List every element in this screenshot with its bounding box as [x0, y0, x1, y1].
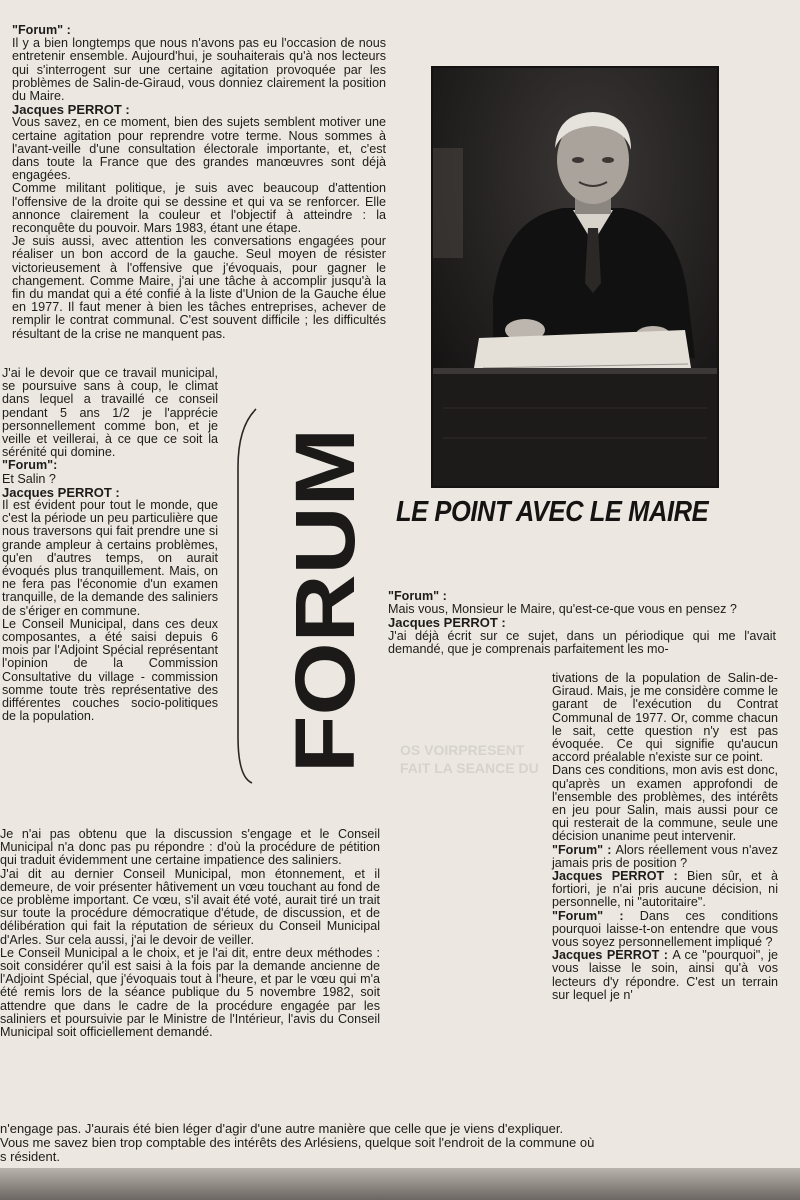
interviewer-label: "Forum": — [2, 458, 58, 473]
speaker-name: Jacques PERROT : — [2, 484, 120, 500]
article-right-column-bottom — [552, 672, 778, 1002]
interviewer-label: "Forum" : — [12, 23, 71, 37]
paragraph: Dans ces conditions, mon avis est donc, qu'après un examen approfondi de l'ensemble des problèmes, des intérêts en jeu pour Salin, mais aussi pour ce qui resterait de la commune, seule une décision unanime peut intervenir. — [552, 763, 778, 844]
dialogue-speaker: Jacques PERROT : — [552, 948, 673, 963]
interviewer-label: "Forum" : — [388, 589, 447, 603]
dialogue-speaker: "Forum" : — [552, 842, 616, 857]
dialogue-text: Bien sûr, et à fortiori, je n'ai pris aucune décision, ni personnelle, ni "autoritaire". — [552, 869, 778, 910]
speaker-name: Jacques PERROT : — [12, 102, 130, 118]
dialogue-speaker: "Forum" : — [552, 908, 640, 923]
dialogue-exchange — [552, 844, 778, 870]
paragraph: Je suis aussi, avec attention les conversations engagées pour réaliser un bon accord de la gauche. Seul moyen de résister victorieusement à l'offensive que j'évoquais, pour gagner le changement. Comme Maire, j'ai une tâche à accomplir jusqu'à la fin du mandat qui a été confié à la liste d'Union de la Gauche élue en 1977. Il faut mener à bien les tâches entreprises, achever de remplir le contrat communal. C'est souvent difficile ; les difficultés résultant de la crise ne manquent pas. — [12, 234, 386, 341]
article-left-column-middle — [2, 367, 218, 723]
paragraph: Vous savez, en ce moment, bien des sujets semblent motiver une certaine agitation pour reprendre votre terme. Nous sommes à l'avant-veille d'une consultation électorale importante, et, c'est dans toute la France que des grandes manœuvres sont déjà engagées. — [12, 115, 386, 183]
forum-section-title — [278, 420, 372, 775]
dialogue-text: Dans ces conditions pourquoi laisse-t-on entendre que vous vous soyez personnellement impliqué ? — [552, 908, 778, 950]
paragraph: Le Conseil Municipal a le choix, et je l'ai dit, entre deux méthodes : soit considérer qu'il est saisi à la fois par la demande ancienne de l'Adjoint Spécial, que j'évoquais tout à l'heure, et par le vœu qui m'a été remis lors de la séance publique du 5 novembre 1982, soit attendre que dans le cadre de la procédure engagée par les saliniers et poursuivie par le Ministre de l'Intérieur, l'avis du Conseil Municipal soit officiellement demandé. — [0, 945, 380, 1040]
svg-text:FORUM: FORUM — [278, 465, 372, 773]
dialogue-exchange — [552, 949, 778, 1002]
paragraph: Comme militant politique, je suis avec beaucoup d'attention l'offensive de la droite qui se dessine et qui va se renforcer. Elle annonce clairement la couleur et l'objectif à atteindre : la reconquête du pouvoir. Mars 1983, étant une étape. — [12, 181, 386, 236]
paragraph: Je n'ai pas obtenu que la discussion s'engage et le Conseil Municipal n'a donc pas pu répondre : d'où la procédure de pétition qui traduit évidemment une certaine impatience des saliniers. — [0, 827, 380, 868]
dialogue-exchange — [552, 870, 778, 910]
paragraph: Il est évident pour tout le monde, que c'est la période un peu particulière que nous traversons qui fait prendre une si grande ampleur à certains problèmes, qu'en d'autres temps, on aurait évoqués plus tranquillement. Mais, on ne fera pas l'économie d'un examen tranquille, de la demande des saliniers de s'ériger en commune. — [2, 498, 218, 618]
mayor-portrait-photo — [431, 66, 719, 488]
paragraph: J'ai déjà écrit sur ce sujet, dans un périodique qui me l'avait demandé, que je comprenais parfaitement les mo- — [388, 628, 776, 656]
article-closing-lines — [0, 1122, 790, 1164]
closing-line: Vous me savez bien trop comptable des intérêts des Arlésiens, quelque soit l'endroit de la commune où — [0, 1135, 595, 1150]
article-left-column-top — [12, 24, 386, 341]
dialogue-speaker: Jacques PERROT : — [552, 869, 688, 884]
paragraph: Le Conseil Municipal, dans ces deux composantes, a été saisi depuis 6 mois par l'Adjoint Spécial représentant l'opinion de la Commission Consultative du village - commission somme toute très représentative des différentes couches socio-politiques de la population. — [2, 616, 218, 724]
column-divider-curve — [232, 407, 258, 785]
closing-line: s résident. — [0, 1149, 60, 1164]
speaker-name: Jacques PERROT : — [388, 615, 506, 631]
paragraph: tivations de la population de Salin-de-Giraud. Mais, je me considère comme le garant de l'exécution du Contrat Communal de 1977. Or, comme chacun le sait, cette question n'y est pas évoquée. Ce qui signifie qu'aucun accord préalable n'existe sur ce point. — [552, 671, 778, 765]
article-headline: LE POINT AVEC LE MAIRE — [396, 496, 709, 528]
show-through-text-2: FAIT LA SEANCE DU — [400, 760, 539, 776]
article-left-column-bottom — [0, 828, 380, 1039]
paragraph: Il y a bien longtemps que nous n'avons pas eu l'occasion de nous entretenir ensemble. Aujourd'hui, je souhaiterais qu'à nos lecteurs qui s'interrogent sur une certaine agitation provoquée par les problèmes de Salin-de-Giraud, vous donniez clairement la position du Maire. — [12, 36, 386, 104]
closing-line: n'engage pas. J'aurais été bien léger d'agir d'une autre manière que celle que je viens d'expliquer. — [0, 1121, 564, 1136]
paragraph: Et Salin ? — [2, 471, 56, 486]
paragraph: J'ai le devoir que ce travail municipal, se poursuive sans à coup, le climat dans lequel a travaillé ce conseil pendant 5 ans 1/2 je l'apprécie personnellement comme bon, et je veille et veillerai, à ce que ce soit la sérénité qui domine. — [2, 366, 218, 460]
dialogue-text: Alors réellement vous n'avez jamais pris de position ? — [552, 842, 778, 870]
dialogue-exchange — [552, 910, 778, 950]
dialogue-text: A ce "pourquoi", je vous laisse le soin, ainsi qu'à vos lecteurs d'y répondre. C'est un terrain sur lequel je n' — [552, 948, 778, 1002]
page-bottom-shadow — [0, 1168, 800, 1200]
article-right-column-top — [388, 590, 776, 656]
paragraph: Mais vous, Monsieur le Maire, qu'est-ce-que vous en pensez ? — [388, 602, 737, 617]
paragraph: J'ai dit au dernier Conseil Municipal, mon étonnement, et il demeure, de voir présenter hâtivement un vœu touchant au fond de ce problème important. Ce vœu, s'il avait été voté, aurait tiré un trait sur toute la procédure démocratique d'étude, de discussion, et de délibération qui fait la réputation de sérieux du Conseil Municipal d'Arles. Sur cela aussi, j'ai le devoir de veiller. — [0, 866, 380, 947]
show-through-text: OS VOIRPRESENT — [400, 742, 525, 758]
